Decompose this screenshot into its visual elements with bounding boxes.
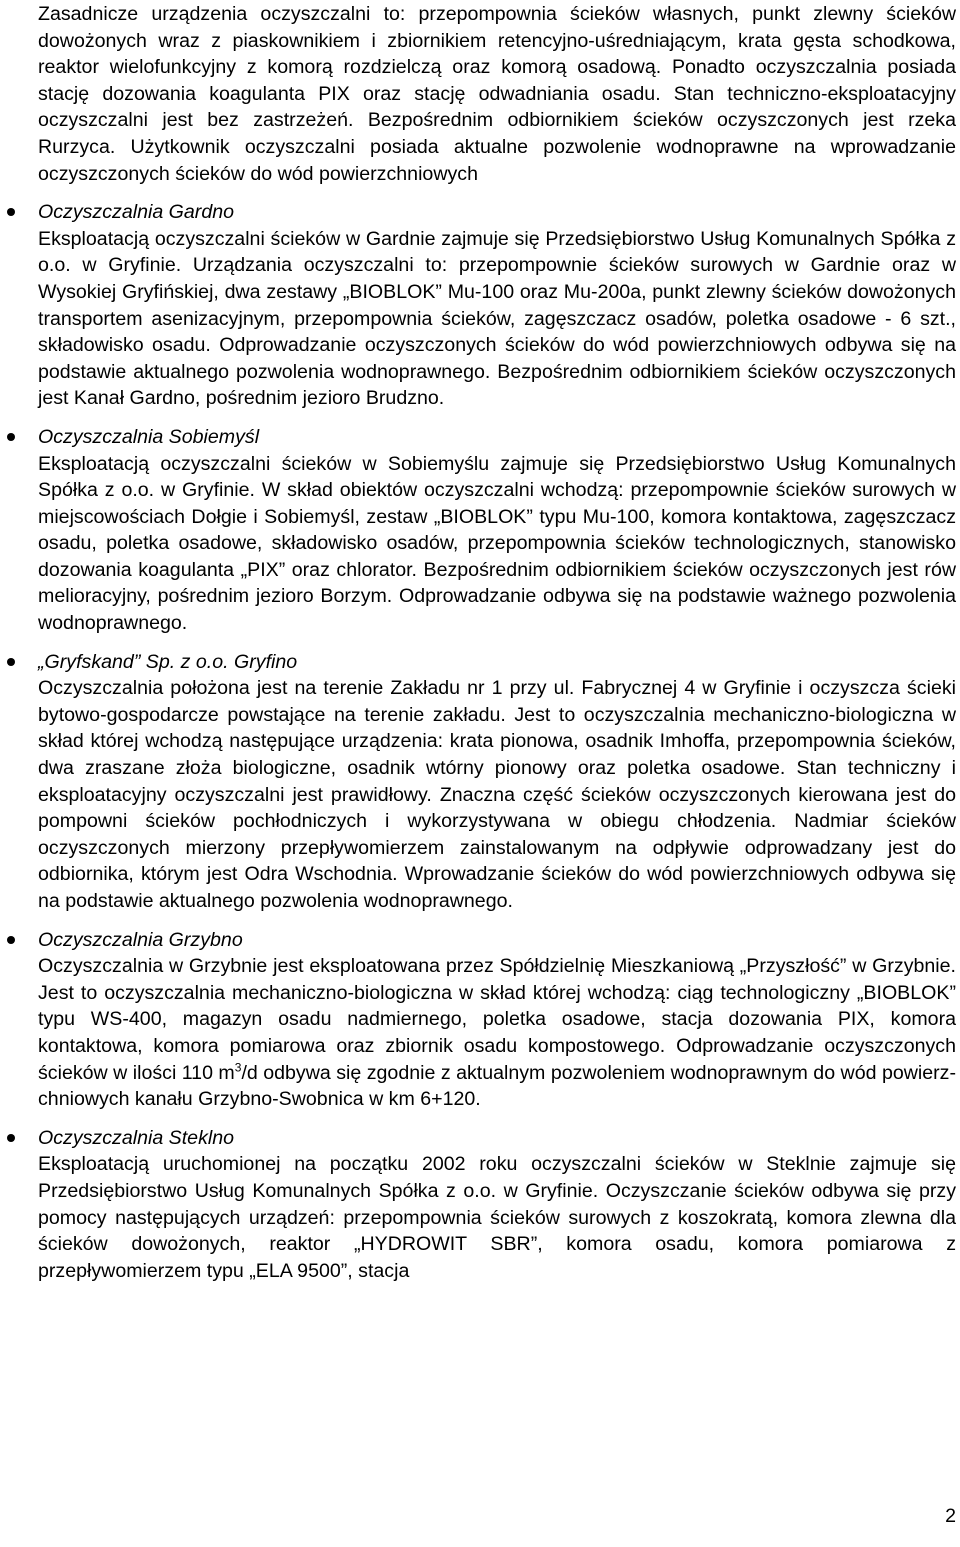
section-body-text: Oczyszczalnia w Grzybnie jest eksploatowana przez Spółdzielnię Mieszkaniową „Przyszłość” w Grzybnie. Jest to oczyszczalnia mechaniczno-biologiczna w skład której wchodzą: ciąg technologiczny „BIOBLOK” typu WS-400, magazyn osadu nadmiernego, poletka osadowe, stacja dozowania PIX, komora kontaktowa, komora pomiarowa oraz zbiornik osadu kompostowego. Odprowadzanie oczyszczonych ścieków w ilości 110 m	[38, 955, 956, 1084]
section-heading: Oczyszczalnia Sobiemyśl	[38, 425, 260, 448]
intro-paragraph: Zasadnicze urządzenia oczyszczalni to: przepompownia ścieków własnych, punkt zlewny ścieków dowożonych wraz z piaskownikiem i zbiornikiem retencyjno-uśredniającym, krata gęsta schodkowa, reaktor wielofunkcyjny z komorą rozdzielczą oraz komorą osadową. Ponadto oczyszczalnia posiada stację dozowania koagulanta PIX oraz stację odwadniania osadu. Stan techniczno-eksploatacyjny oczyszczalni jest bez zastrzeżeń. Bezpośrednim odbiornikiem ścieków oczyszczonych jest rzeka Rurzyca. Użytkownik oczyszczalni posiada aktualne pozwolenie wodnoprawne na wprowadzanie oczyszczonych ścieków do wód powierzchniowych	[38, 3, 956, 185]
section-gryfskand	[38, 649, 956, 915]
section-heading: Oczyszczalnia Gardno	[38, 201, 235, 224]
section-heading: Oczyszczalnia Grzybno	[38, 928, 243, 951]
bullet-icon	[7, 658, 15, 666]
section-body	[38, 953, 956, 1113]
section-gardno	[38, 199, 956, 412]
section-heading: Oczyszczalnia Steklno	[38, 1126, 235, 1149]
section-body: Oczyszczalnia położona jest na terenie Zakładu nr 1 przy ul. Fabrycznej 4 w Gryfinie i oczyszcza ścieki bytowo-gospodarcze powstające na terenie zakładu. Jest to oczyszczalnia mechaniczno-biologiczna w skład której wchodzą następujące urządzenia: krata pionowa, osadnik Imhoffa, przepompownia ścieków, dwa zraszane złoża biologiczne, osadnik wtórny pionowy oraz poletka osadowe. Stan techniczny i eksploatacyjny oczyszczalni jest prawidłowy. Znaczna część ścieków oczyszczonych kierowana jest do pompowni ścieków pochłodniczych i wykorzystywana w obiegu chłodzenia. Nadmiar ścieków oczyszczonych mierzony przepływomierzem zainstalowanym na odpływie odprowadzany jest do odbiornika, którym jest Odra Wschodnia. Wprowadzanie ścieków do wód powierzchniowych odbywa się na podstawie aktualnego pozwolenia wodnoprawnego.	[38, 677, 956, 912]
section-steklno	[38, 1125, 956, 1285]
section-grzybno	[38, 927, 956, 1113]
section-body: Eksploatacją oczyszczalni ścieków w Gardnie zajmuje się Przedsiębiorstwo Usług Komunalnych Spółka z o.o. w Gryfinie. Urządzania oczyszczalni to: przepompownie ścieków surowych w Gardnie oraz w Wysokiej Gryfińskiej, dwa zestawy „BIOBLOK” Mu-100 oraz Mu-200a, punkt zlewny ścieków dowożonych transportem asenizacyjnym, przepompownia ścieków, zagęszczacz osadów, poletka osadowe - 6 szt., składowisko osadu. Odprowadzanie oczyszczonych ścieków do wód powierzchniowych odbywa się na podstawie aktualnego pozwolenia wodnoprawnego. Bezpośrednim odbiornikiem ścieków oczyszczonych jest Kanał Gardno, pośrednim jezioro Brudzno.	[38, 227, 956, 410]
superscript: 3	[234, 1060, 242, 1075]
section-body: Eksploatacją oczyszczalni ścieków w Sobiemyślu zajmuje się Przedsiębiorstwo Usług Komunalnych Spółka z o.o. w Gryfinie. W skład obiektów oczyszczalni wchodzą: przepompownie ścieków surowych w miejscowościach Dołgie i Sobiemyśl, zestaw „BIOBLOK” typu Mu-100, komora kontaktowa, zagęszczacz osadu, poletka osadowe, składowisko osadów, przepompownia ścieków technologicznych, stanowisko dozowania koagulanta „PIX” oraz chlorator. Bezpośrednim odbiornikiem ścieków oczyszczonych jest rów melioracyjny, pośrednim jezioro Borzym. Odprowadzanie odbywa się na podstawie ważnego pozwolenia wodnoprawnego.	[38, 452, 956, 635]
page-number: 2	[945, 1505, 956, 1527]
bullet-icon	[7, 208, 15, 216]
bullet-icon	[7, 936, 15, 944]
bullet-icon	[7, 433, 15, 441]
section-body-text: /d odbywa się zgodnie z aktualnym pozwoleniem wodnoprawnym do wód powierzchniowych kanału Grzybno-Swobnica w km 6+120.	[38, 1061, 956, 1111]
document-page	[38, 0, 956, 1284]
section-heading: „Gryfskand” Sp. z o.o. Gryfino	[38, 650, 298, 673]
section-body: Eksploatacją uruchomionej na początku 2002 roku oczyszczalni ścieków w Steklnie zajmuje się Przedsiębiorstwo Usług Komunalnych Spółka z o.o. w Gryfinie. Oczyszczanie ścieków odbywa się przy pomocy następujących urządzeń: przepompownia ścieków surowych z koszokratą, komora zlewna dla ścieków dowożonych, reaktor „HYDROWIT SBR”, komora osadu, komora pomiarowa z przepływomierzem typu „ELA 9500”, stacja	[38, 1153, 956, 1282]
section-sobiemysl	[38, 424, 956, 637]
bullet-icon	[7, 1134, 15, 1142]
